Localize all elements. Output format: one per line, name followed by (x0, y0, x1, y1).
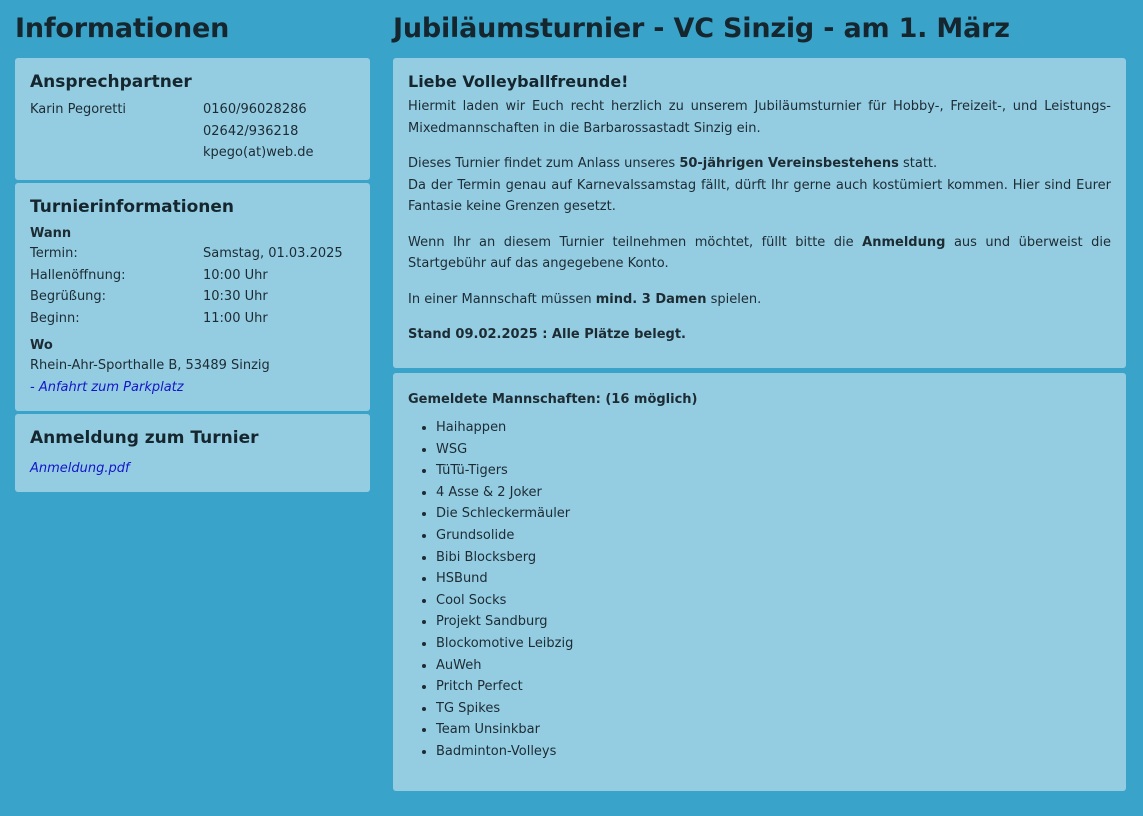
team-list-item: • Die Schleckermäuler (436, 503, 1111, 525)
main-heading-wrap (393, 0, 1126, 58)
team-list-item: • WSG (436, 439, 1111, 461)
schedule-value: 11:00 Uhr (203, 310, 268, 326)
info-heading: Informationen (15, 13, 230, 44)
team-list-item: • Bibi Blocksberg (436, 547, 1111, 569)
contact-title: Ansprechpartner (30, 72, 192, 92)
registration-highlight: Anmeldung (862, 234, 946, 250)
team-list-item: • AuWeh (436, 655, 1111, 677)
intro-title: Liebe Volleyballfreunde! (408, 72, 629, 91)
teams-list (408, 417, 1111, 763)
team-list-item: • Pritch Perfect (436, 676, 1111, 698)
schedule-row (30, 243, 355, 265)
contact-row (30, 99, 355, 121)
venue-address: Rhein-Ahr-Sporthalle B, 53489 Sinzig (30, 358, 270, 373)
contact-email: kpego(at)web.de (203, 145, 314, 160)
team-list-item: • TüTü-Tigers (436, 460, 1111, 482)
schedule-row (30, 308, 355, 330)
schedule-row (30, 265, 355, 287)
registration-title: Anmeldung zum Turnier (30, 428, 259, 448)
team-list-item: • Projekt Sandburg (436, 611, 1111, 633)
directions-link[interactable]: - Anfahrt zum Parkplatz (30, 380, 184, 395)
registration-paragraph: Wenn Ihr an diesem Turnier teilnehmen möchtet, füllt bitte die Anmeldung aus und überweist die Startgebühr auf das angegebene Konto. (408, 234, 1111, 271)
team-list-item: • Badminton-Volleys (436, 741, 1111, 763)
info-column (15, 0, 370, 495)
anniversary-highlight: 50-jährigen Vereinsbestehens (679, 156, 899, 171)
teams-title: Gemeldete Mannschaften: (16 möglich) (408, 392, 698, 407)
status-paragraph (408, 324, 1111, 346)
contact-row (30, 142, 355, 164)
schedule-value: Samstag, 01.03.2025 (203, 246, 343, 261)
team-list-item: • Grundsolide (436, 525, 1111, 547)
contact-row (30, 121, 355, 143)
costume-note: Da der Termin genau auf Karnevalssamstag fällt, dürft Ihr gerne auch kostümiert kommen. Hier sind Eurer Fantasie keine Grenzen gesetzt. (408, 177, 1111, 214)
contact-name: Karin Pegoretti (30, 102, 127, 117)
rules-paragraph: In einer Mannschaft müssen mind. 3 Damen spielen. (408, 291, 762, 307)
schedule-value: 10:30 Uhr (203, 289, 268, 304)
main-column (393, 0, 1126, 791)
teams-card (393, 373, 1126, 791)
rules-highlight: mind. 3 Damen (595, 291, 707, 307)
team-list-item: • Haihappen (436, 417, 1111, 439)
team-list-item: • TG Spikes (436, 698, 1111, 720)
intro-card (393, 58, 1126, 368)
status-text: Stand 09.02.2025 : Alle Plätze belegt. (408, 327, 686, 342)
team-list-item: • Blockomotive Leibzig (436, 633, 1111, 655)
schedule-label: Termin: (30, 246, 78, 261)
anniversary-paragraph: Dieses Turnier findet zum Anlass unseres 50-jährigen Vereinsbestehens statt. Da der Termin genau auf Karnevalssamstag fällt, dürft Ihr gerne auch kostümiert kommen. Hier sind Eurer Fantasie keine Grenzen gesetzt. (408, 156, 1111, 214)
team-list-item: • 4 Asse & 2 Joker (436, 482, 1111, 504)
page-title: Jubiläumsturnier - VC Sinzig - am 1. März (393, 13, 1010, 44)
schedule-row (30, 286, 355, 308)
schedule-value: 10:00 Uhr (203, 267, 268, 283)
team-list-item: • Team Unsinkbar (436, 719, 1111, 741)
where-label: Wo (30, 338, 53, 353)
contact-phone-mobile: 0160/96028286 (203, 102, 307, 117)
when-label: Wann (30, 226, 72, 241)
team-list-item: • HSBund (436, 568, 1111, 590)
team-list-item: • Cool Socks (436, 590, 1111, 612)
registration-card (15, 414, 370, 492)
info-heading-wrap (15, 0, 370, 58)
tournament-info-title: Turnierinformationen (30, 197, 234, 217)
contact-phone-landline: 02642/936218 (203, 123, 299, 139)
schedule-label: Hallenöffnung: (30, 267, 126, 283)
schedule-label: Begrüßung: (30, 289, 107, 304)
intro-paragraph: Hiermit laden wir Euch recht herzlich zu unserem Jubiläumsturnier für Hobby-, Freizeit-, und Leistungs-Mixedmannschaften in die Barbarossastadt Sinzig ein. (408, 99, 1111, 136)
tournament-info-card (15, 183, 370, 411)
contact-card (15, 58, 370, 180)
registration-pdf-link[interactable]: Anmeldung.pdf (30, 461, 130, 476)
schedule-label: Beginn: (30, 310, 80, 326)
